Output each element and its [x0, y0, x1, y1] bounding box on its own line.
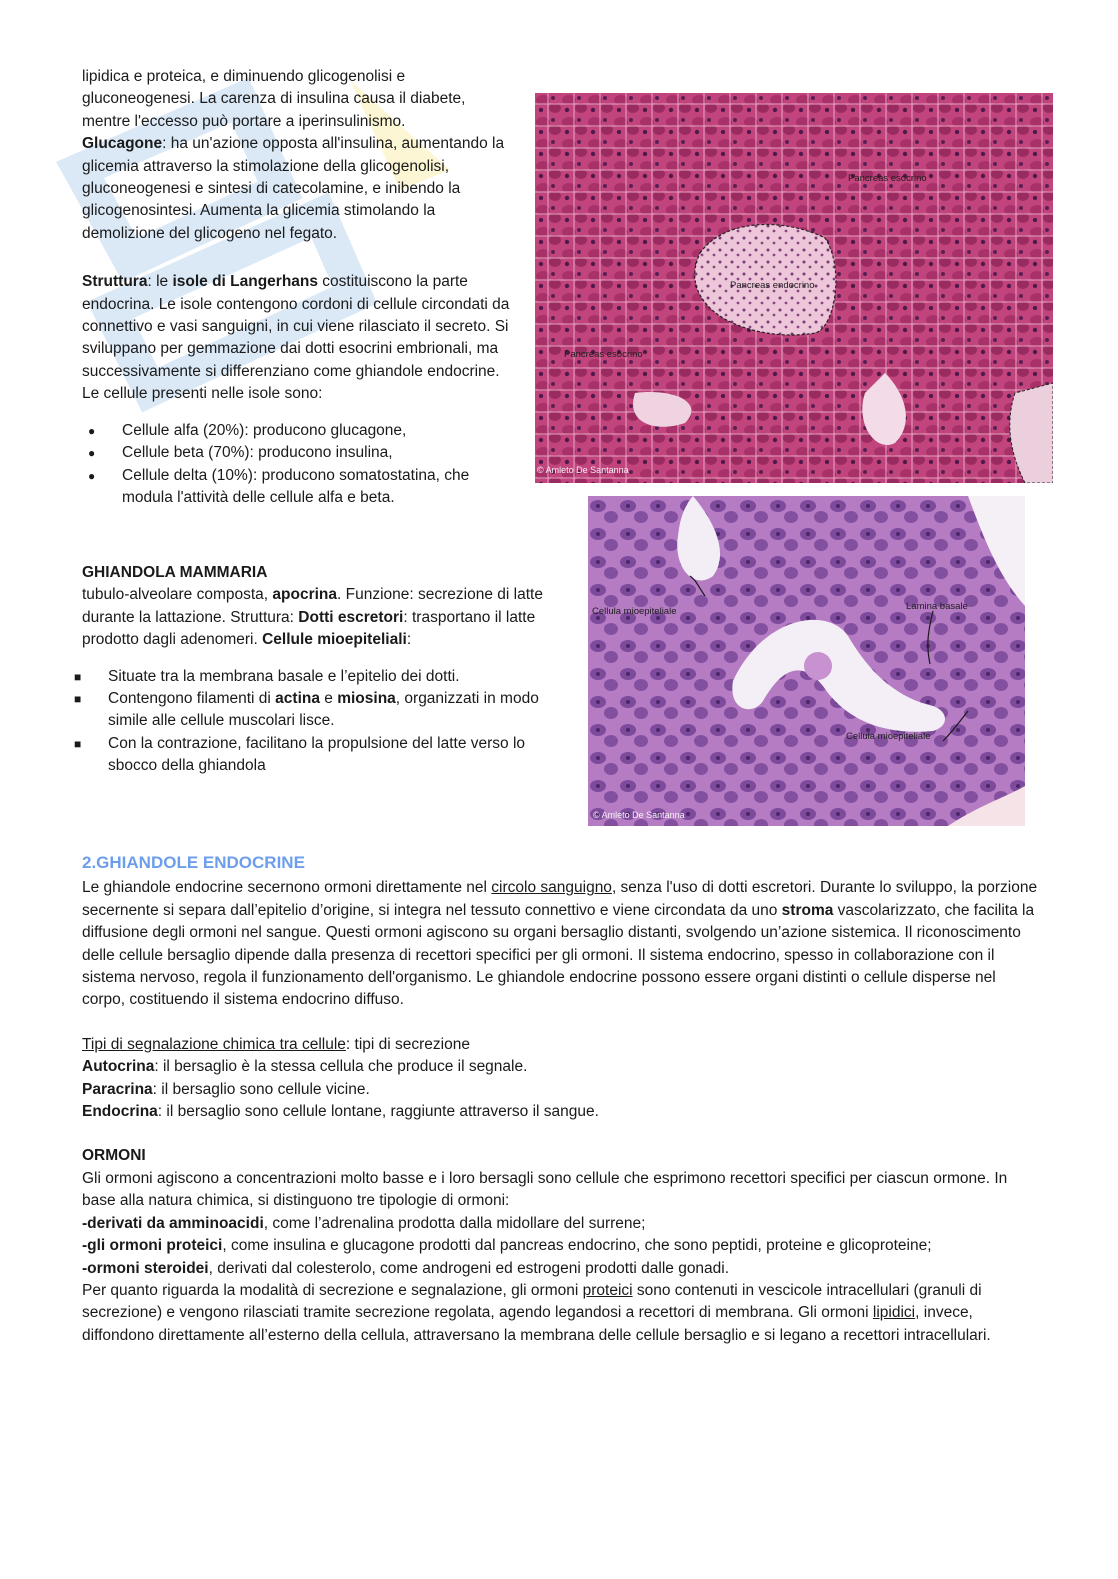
label-endocrine: Pancreas endocrino [730, 280, 815, 291]
section-title: 2.GHIANDOLE ENDOCRINE [82, 853, 305, 872]
hormones-heading: ORMONI [82, 1147, 146, 1165]
mammary-heading: GHIANDOLA MAMMARIA [82, 564, 268, 581]
label-lamina-basale: Lamina basale [906, 601, 968, 612]
struttura-paragraph: Struttura: le isole di Langerhans costituiscono la parte endocrina. Le isole contengono cordoni di cellule circondati da connettivo e vasi sanguigni, in cui viene rilasciato il secreto. Si sviluppano per gemmazione dai dotti esocrini embrionali, ma successivamente si differenziano come ghiandole endocrine. Le cellule presenti nelle isole sono: [82, 273, 510, 403]
hormone-type-steroid: -ormoni steroidei, derivati dal colesterolo, come androgeni ed estrogeni prodotti dalle gonadi. [82, 1259, 730, 1277]
image-credit: © Amleto De Santanna [593, 810, 685, 820]
hormone-type-amino: -derivati da amminoacidi, come l’adrenalina prodotta dalla midollare del surrene; [82, 1214, 646, 1232]
list-item: ■ Con la contrazione, facilitano la propulsione del latte verso lo sbocco della ghiandola [82, 733, 572, 778]
signaling-types-heading: Tipi di segnalazione chimica tra cellule: tipi di secrezione [82, 1035, 470, 1053]
mammary-paragraph: tubulo-alveolare composta, apocrina. Funzione: secrezione di latte durante la lattazione. Struttura: Dotti escretori: trasportano il latte prodotto dagli adenomeri. Cellule mioepiteliali: [82, 586, 543, 649]
secretion-paragraph: Per quanto riguarda la modalità di secrezione e segnalazione, gli ormoni proteici sono contenuti in vescicole intracellulari (granuli di secrezione) e vengono rilasciati tramite secrezione regolata, agendo legandosi a recettori di membrana. Gli ormoni lipidici, invece, diffondono direttamente all’esterno della cellula, attraversano la membrana delle cellule bersaglio e si legano a recettori intracellulari. [82, 1281, 991, 1344]
myoepithelial-list [82, 666, 572, 778]
mammary-histology-image [588, 496, 1025, 826]
label-exocrine-left: Pancreas esocrino [564, 349, 643, 360]
endocrine-glands-section [82, 852, 1042, 1347]
list-item: ● Cellule delta (10%): producono somatostatina, che modula l'attività delle cellule alfa e beta. [82, 465, 512, 510]
pancreas-histology-image [535, 93, 1053, 483]
list-item: ● Cellule alfa (20%): producono glucagone, [82, 420, 512, 442]
mammary-gland-section [82, 562, 572, 778]
list-item: ■ Situate tra la membrana basale e l’epitelio dei dotti. [82, 666, 572, 688]
isole-term: isole di Langerhans [172, 273, 318, 291]
autocrine-line: Autocrina: il bersaglio è la stessa cellula che produce il segnale. [82, 1058, 528, 1076]
label-exocrine-top: Pancreas esocrino [848, 173, 927, 184]
list-item: ■ Contengono filamenti di actina e miosina, organizzati in modo simile alle cellule muscolari lisce. [82, 688, 572, 733]
insulin-paragraph: lipidica e proteica, e diminuendo glicogenolisi e gluconeogenesi. La carenza di insulina causa il diabete, mentre l'eccesso può portare a iperinsulinismo. Glucagone: ha un'azione opposta all'insulina, aumentando la glicemia attraverso la stimolazione della glicogenolisi, gluconeogenesi e sintesi di catecolamine, e inibendo la glicogenosintesi. Aumenta la glicemia stimolando la demolizione del glicogeno nel fegato. [82, 68, 505, 242]
pancreas-text-column [82, 66, 512, 509]
endocrine-line: Endocrina: il bersaglio sono cellule lontane, raggiunte attraverso il sangue. [82, 1103, 599, 1121]
cell-types-list [82, 420, 512, 510]
struttura-term: Struttura [82, 273, 148, 291]
paracrine-line: Paracrina: il bersaglio sono cellule vicine. [82, 1080, 370, 1098]
label-myoepithelial-bottom: Cellula mioepiteliale [846, 731, 931, 742]
list-item: ● Cellule beta (70%): producono insulina, [82, 442, 512, 464]
image-credit: © Amleto De Santanna [537, 465, 629, 475]
endocrine-paragraph: Le ghiandole endocrine secernono ormoni direttamente nel circolo sanguigno, senza l'uso di dotti escretori. Durante lo sviluppo, la porzione secernente si separa dall’epitelio d’origine, si integra nel tessuto connettivo e viene circondata da uno stroma vascolarizzato, che facilita la diffusione degli ormoni nel sangue. Questi ormoni agiscono su organi bersaglio distanti, svolgendo un’azione sistemica. Il riconoscimento delle cellule bersaglio dipende dalla presenza di recettori specifici per gli ormoni. Il sistema endocrino, spesso in collaborazione con il sistema nervoso, regola il funzionamento dell'organismo. Le ghiandole endocrine possono essere organi distinti o cellule disperse nel corpo, costituendo il sistema endocrino diffuso. [82, 879, 1038, 1009]
hormone-type-protein: -gli ormoni proteici, come insulina e glucagone prodotti dal pancreas endocrino, che sono peptidi, proteine e glicoproteine; [82, 1237, 932, 1255]
glucagone-term: Glucagone [82, 135, 163, 153]
label-myoepithelial-top: Cellula mioepiteliale [592, 606, 677, 617]
hormones-paragraph: Gli ormoni agiscono a concentrazioni molto basse e i loro bersagli sono cellule che esprimono recettori specifici per ciascun ormone. In base alla natura chimica, si distinguono tre tipologie di ormoni: [82, 1169, 1008, 1210]
